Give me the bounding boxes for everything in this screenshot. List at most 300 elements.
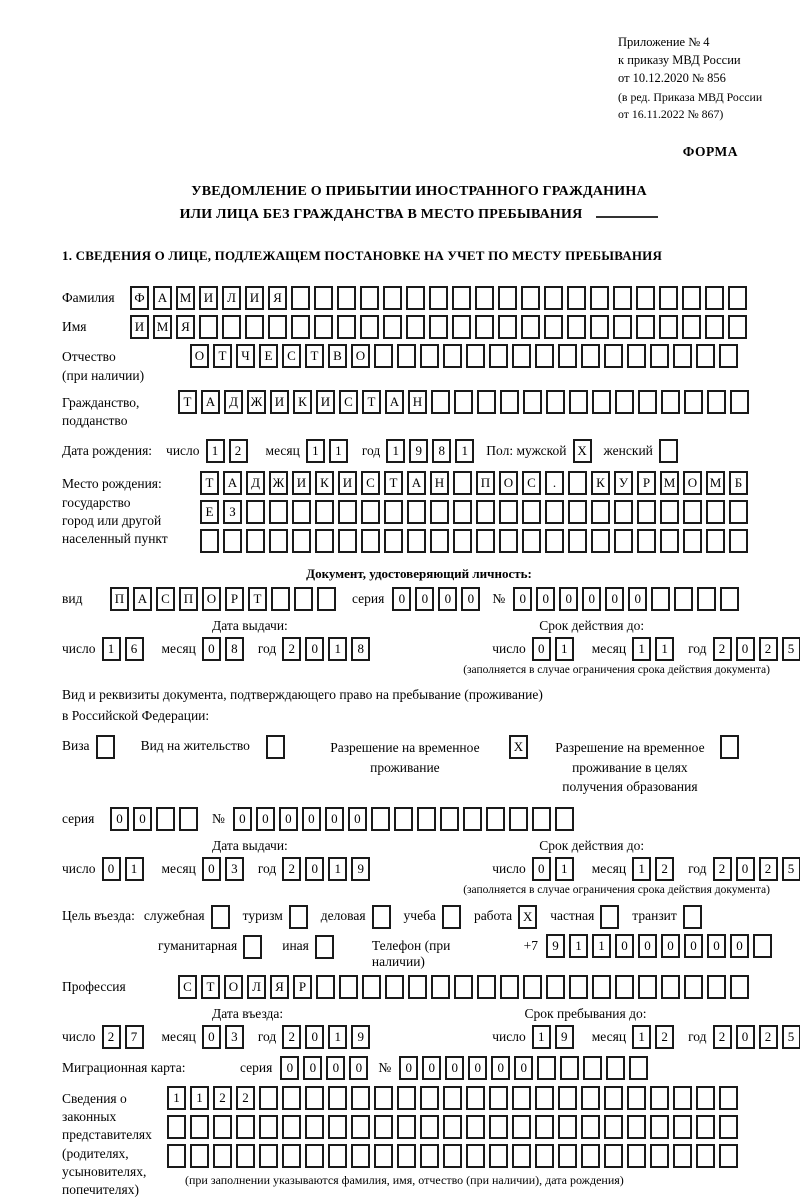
char-cell[interactable]: 3	[225, 857, 244, 881]
char-cell[interactable]	[385, 975, 404, 999]
char-cell[interactable]	[592, 390, 611, 414]
char-cell[interactable]	[545, 500, 564, 524]
char-cell[interactable]	[360, 315, 379, 339]
char-cell[interactable]	[179, 807, 198, 831]
char-cell[interactable]: 0	[415, 587, 434, 611]
char-cell[interactable]	[523, 975, 542, 999]
char-cell[interactable]	[729, 500, 748, 524]
char-cell[interactable]: 0	[202, 857, 221, 881]
char-cell[interactable]: 0	[280, 1056, 299, 1080]
char-cell[interactable]	[638, 390, 657, 414]
char-cell[interactable]	[476, 500, 495, 524]
char-cell[interactable]	[523, 390, 542, 414]
char-cell[interactable]: Т	[178, 390, 197, 414]
char-cell[interactable]: А	[201, 390, 220, 414]
char-cell[interactable]	[246, 529, 265, 553]
char-cell[interactable]	[292, 529, 311, 553]
char-cell[interactable]	[682, 315, 701, 339]
char-cell[interactable]	[406, 286, 425, 310]
char-cell[interactable]: 0	[133, 807, 152, 831]
char-cell[interactable]	[167, 1144, 186, 1168]
char-cell[interactable]	[627, 344, 646, 368]
char-cell[interactable]	[452, 286, 471, 310]
char-cell[interactable]	[407, 500, 426, 524]
char-cell[interactable]: 3	[225, 1025, 244, 1049]
char-cell[interactable]	[374, 1144, 393, 1168]
char-cell[interactable]	[453, 500, 472, 524]
char-cell[interactable]: 5	[782, 857, 800, 881]
char-cell[interactable]: Л	[222, 286, 241, 310]
char-cell[interactable]	[659, 439, 678, 463]
char-cell[interactable]	[282, 1115, 301, 1139]
char-cell[interactable]	[420, 1086, 439, 1110]
char-cell[interactable]	[316, 975, 335, 999]
char-cell[interactable]	[512, 1086, 531, 1110]
char-cell[interactable]	[406, 315, 425, 339]
char-cell[interactable]	[328, 1144, 347, 1168]
char-cell[interactable]: 0	[661, 934, 680, 958]
char-cell[interactable]: 1	[532, 1025, 551, 1049]
char-cell[interactable]	[443, 1086, 462, 1110]
char-cell[interactable]: Я	[176, 315, 195, 339]
char-cell[interactable]	[430, 529, 449, 553]
char-cell[interactable]	[407, 529, 426, 553]
char-cell[interactable]	[660, 529, 679, 553]
char-cell[interactable]	[673, 344, 692, 368]
char-cell[interactable]: Т	[201, 975, 220, 999]
char-cell[interactable]	[156, 807, 175, 831]
char-cell[interactable]	[706, 500, 725, 524]
char-cell[interactable]: И	[199, 286, 218, 310]
char-cell[interactable]: М	[153, 315, 172, 339]
char-cell[interactable]: 2	[236, 1086, 255, 1110]
char-cell[interactable]	[581, 1144, 600, 1168]
char-cell[interactable]	[466, 1086, 485, 1110]
char-cell[interactable]: 1	[569, 934, 588, 958]
char-cell[interactable]	[384, 529, 403, 553]
char-cell[interactable]: 0	[638, 934, 657, 958]
char-cell[interactable]: Т	[200, 471, 219, 495]
char-cell[interactable]	[568, 500, 587, 524]
char-cell[interactable]: 2	[282, 857, 301, 881]
char-cell[interactable]	[246, 500, 265, 524]
char-cell[interactable]	[222, 315, 241, 339]
char-cell[interactable]	[338, 529, 357, 553]
char-cell[interactable]	[682, 286, 701, 310]
char-cell[interactable]: 1	[632, 637, 651, 661]
char-cell[interactable]	[500, 975, 519, 999]
char-cell[interactable]	[569, 975, 588, 999]
char-cell[interactable]	[454, 975, 473, 999]
char-cell[interactable]: 1	[329, 439, 348, 463]
char-cell[interactable]	[590, 286, 609, 310]
char-cell[interactable]: 0	[202, 1025, 221, 1049]
char-cell[interactable]: 2	[713, 637, 732, 661]
char-cell[interactable]	[337, 315, 356, 339]
char-cell[interactable]: 0	[684, 934, 703, 958]
char-cell[interactable]	[314, 286, 333, 310]
char-cell[interactable]	[627, 1086, 646, 1110]
char-cell[interactable]: П	[179, 587, 198, 611]
char-cell[interactable]	[660, 500, 679, 524]
char-cell[interactable]	[705, 315, 724, 339]
char-cell[interactable]: 1	[386, 439, 405, 463]
char-cell[interactable]	[361, 529, 380, 553]
char-cell[interactable]: 0	[536, 587, 555, 611]
char-cell[interactable]	[535, 1086, 554, 1110]
char-cell[interactable]: 0	[615, 934, 634, 958]
char-cell[interactable]	[271, 587, 290, 611]
char-cell[interactable]	[568, 471, 587, 495]
char-cell[interactable]	[317, 587, 336, 611]
char-cell[interactable]: 2	[759, 857, 778, 881]
char-cell[interactable]	[269, 500, 288, 524]
char-cell[interactable]: С	[156, 587, 175, 611]
char-cell[interactable]	[673, 1086, 692, 1110]
char-cell[interactable]: 8	[351, 637, 370, 661]
char-cell[interactable]: А	[407, 471, 426, 495]
char-cell[interactable]: 0	[736, 857, 755, 881]
char-cell[interactable]	[282, 1086, 301, 1110]
char-cell[interactable]	[374, 1115, 393, 1139]
char-cell[interactable]	[360, 286, 379, 310]
char-cell[interactable]	[200, 529, 219, 553]
char-cell[interactable]: Я	[268, 286, 287, 310]
char-cell[interactable]	[486, 807, 505, 831]
char-cell[interactable]	[489, 344, 508, 368]
char-cell[interactable]	[707, 390, 726, 414]
char-cell[interactable]: О	[683, 471, 702, 495]
char-cell[interactable]	[651, 587, 670, 611]
char-cell[interactable]	[532, 807, 551, 831]
char-cell[interactable]	[259, 1144, 278, 1168]
char-cell[interactable]	[581, 1115, 600, 1139]
char-cell[interactable]	[499, 529, 518, 553]
char-cell[interactable]	[475, 315, 494, 339]
char-cell[interactable]	[583, 1056, 602, 1080]
char-cell[interactable]: Р	[293, 975, 312, 999]
char-cell[interactable]: Т	[213, 344, 232, 368]
char-cell[interactable]: И	[245, 286, 264, 310]
char-cell[interactable]	[236, 1115, 255, 1139]
char-cell[interactable]	[537, 1056, 556, 1080]
char-cell[interactable]	[315, 935, 334, 959]
char-cell[interactable]	[397, 1144, 416, 1168]
char-cell[interactable]: А	[133, 587, 152, 611]
char-cell[interactable]: Е	[200, 500, 219, 524]
char-cell[interactable]	[615, 975, 634, 999]
char-cell[interactable]: Д	[246, 471, 265, 495]
char-cell[interactable]	[236, 1144, 255, 1168]
char-cell[interactable]: Р	[225, 587, 244, 611]
char-cell[interactable]: 0	[399, 1056, 418, 1080]
char-cell[interactable]: 1	[328, 1025, 347, 1049]
char-cell[interactable]	[499, 500, 518, 524]
char-cell[interactable]: 2	[282, 1025, 301, 1049]
char-cell[interactable]	[591, 529, 610, 553]
char-cell[interactable]: Л	[247, 975, 266, 999]
char-cell[interactable]: 0	[582, 587, 601, 611]
char-cell[interactable]: 0	[422, 1056, 441, 1080]
char-cell[interactable]	[259, 1086, 278, 1110]
char-cell[interactable]	[291, 286, 310, 310]
char-cell[interactable]	[558, 1144, 577, 1168]
char-cell[interactable]	[650, 1086, 669, 1110]
char-cell[interactable]: 0	[532, 637, 551, 661]
char-cell[interactable]	[522, 529, 541, 553]
char-cell[interactable]	[600, 905, 619, 929]
char-cell[interactable]	[512, 344, 531, 368]
char-cell[interactable]: И	[316, 390, 335, 414]
char-cell[interactable]: 0	[392, 587, 411, 611]
char-cell[interactable]: 0	[736, 1025, 755, 1049]
char-cell[interactable]	[581, 344, 600, 368]
char-cell[interactable]: Б	[729, 471, 748, 495]
char-cell[interactable]	[555, 807, 574, 831]
char-cell[interactable]	[614, 529, 633, 553]
char-cell[interactable]	[696, 1115, 715, 1139]
char-cell[interactable]: А	[385, 390, 404, 414]
char-cell[interactable]	[604, 344, 623, 368]
char-cell[interactable]	[683, 500, 702, 524]
char-cell[interactable]	[590, 315, 609, 339]
char-cell[interactable]	[453, 471, 472, 495]
char-cell[interactable]: X	[518, 905, 537, 929]
char-cell[interactable]: 0	[305, 857, 324, 881]
char-cell[interactable]	[650, 1115, 669, 1139]
char-cell[interactable]	[684, 975, 703, 999]
char-cell[interactable]	[489, 1086, 508, 1110]
char-cell[interactable]	[705, 286, 724, 310]
char-cell[interactable]: 0	[532, 857, 551, 881]
char-cell[interactable]	[338, 500, 357, 524]
char-cell[interactable]: 2	[713, 1025, 732, 1049]
char-cell[interactable]	[613, 286, 632, 310]
char-cell[interactable]	[627, 1144, 646, 1168]
char-cell[interactable]: М	[176, 286, 195, 310]
char-cell[interactable]	[558, 344, 577, 368]
char-cell[interactable]: О	[190, 344, 209, 368]
char-cell[interactable]	[696, 1086, 715, 1110]
char-cell[interactable]	[266, 735, 285, 759]
char-cell[interactable]	[443, 1115, 462, 1139]
char-cell[interactable]	[521, 315, 540, 339]
char-cell[interactable]: 0	[349, 1056, 368, 1080]
char-cell[interactable]	[650, 344, 669, 368]
char-cell[interactable]	[720, 587, 739, 611]
char-cell[interactable]	[268, 315, 287, 339]
char-cell[interactable]	[546, 390, 565, 414]
char-cell[interactable]: З	[223, 500, 242, 524]
char-cell[interactable]: 5	[782, 637, 800, 661]
char-cell[interactable]: 0	[730, 934, 749, 958]
char-cell[interactable]: 0	[256, 807, 275, 831]
char-cell[interactable]: X	[509, 735, 528, 759]
char-cell[interactable]: 1	[555, 857, 574, 881]
char-cell[interactable]	[466, 1144, 485, 1168]
char-cell[interactable]: С	[339, 390, 358, 414]
char-cell[interactable]	[707, 975, 726, 999]
char-cell[interactable]	[720, 735, 739, 759]
char-cell[interactable]	[498, 315, 517, 339]
char-cell[interactable]	[615, 390, 634, 414]
char-cell[interactable]	[567, 286, 586, 310]
char-cell[interactable]	[489, 1144, 508, 1168]
char-cell[interactable]	[729, 529, 748, 553]
char-cell[interactable]	[374, 344, 393, 368]
char-cell[interactable]	[384, 500, 403, 524]
char-cell[interactable]	[466, 1115, 485, 1139]
char-cell[interactable]: 1	[167, 1086, 186, 1110]
char-cell[interactable]: 0	[707, 934, 726, 958]
char-cell[interactable]	[463, 807, 482, 831]
char-cell[interactable]	[614, 500, 633, 524]
char-cell[interactable]: Н	[408, 390, 427, 414]
char-cell[interactable]: О	[499, 471, 518, 495]
char-cell[interactable]	[96, 735, 115, 759]
char-cell[interactable]	[629, 1056, 648, 1080]
char-cell[interactable]	[659, 315, 678, 339]
char-cell[interactable]: 0	[605, 587, 624, 611]
char-cell[interactable]	[453, 529, 472, 553]
char-cell[interactable]	[190, 1144, 209, 1168]
char-cell[interactable]	[500, 390, 519, 414]
char-cell[interactable]: 1	[328, 857, 347, 881]
char-cell[interactable]	[683, 529, 702, 553]
char-cell[interactable]	[719, 344, 738, 368]
char-cell[interactable]	[339, 975, 358, 999]
char-cell[interactable]	[674, 587, 693, 611]
char-cell[interactable]	[420, 1115, 439, 1139]
char-cell[interactable]	[443, 344, 462, 368]
char-cell[interactable]	[730, 975, 749, 999]
char-cell[interactable]: П	[110, 587, 129, 611]
char-cell[interactable]	[544, 286, 563, 310]
char-cell[interactable]: 2	[229, 439, 248, 463]
char-cell[interactable]	[362, 975, 381, 999]
char-cell[interactable]	[429, 315, 448, 339]
char-cell[interactable]: Р	[637, 471, 656, 495]
char-cell[interactable]	[728, 286, 747, 310]
char-cell[interactable]: О	[224, 975, 243, 999]
char-cell[interactable]	[683, 905, 702, 929]
char-cell[interactable]	[696, 1144, 715, 1168]
char-cell[interactable]	[213, 1115, 232, 1139]
char-cell[interactable]	[613, 315, 632, 339]
char-cell[interactable]	[361, 500, 380, 524]
char-cell[interactable]	[636, 315, 655, 339]
char-cell[interactable]: О	[351, 344, 370, 368]
char-cell[interactable]	[351, 1086, 370, 1110]
char-cell[interactable]	[673, 1115, 692, 1139]
char-cell[interactable]	[604, 1144, 623, 1168]
char-cell[interactable]: У	[614, 471, 633, 495]
char-cell[interactable]: 0	[736, 637, 755, 661]
char-cell[interactable]	[477, 390, 496, 414]
char-cell[interactable]	[443, 1144, 462, 1168]
char-cell[interactable]	[315, 529, 334, 553]
char-cell[interactable]: 1	[455, 439, 474, 463]
char-cell[interactable]	[535, 1115, 554, 1139]
char-cell[interactable]	[328, 1086, 347, 1110]
char-cell[interactable]	[305, 1144, 324, 1168]
char-cell[interactable]	[512, 1144, 531, 1168]
char-cell[interactable]	[314, 315, 333, 339]
char-cell[interactable]	[292, 500, 311, 524]
char-cell[interactable]	[650, 1144, 669, 1168]
char-cell[interactable]	[315, 500, 334, 524]
char-cell[interactable]	[420, 1144, 439, 1168]
char-cell[interactable]	[638, 975, 657, 999]
char-cell[interactable]	[351, 1144, 370, 1168]
char-cell[interactable]	[289, 905, 308, 929]
char-cell[interactable]: С	[361, 471, 380, 495]
char-cell[interactable]: С	[522, 471, 541, 495]
char-cell[interactable]: 1	[655, 637, 674, 661]
char-cell[interactable]	[512, 1115, 531, 1139]
char-cell[interactable]	[351, 1115, 370, 1139]
char-cell[interactable]: В	[328, 344, 347, 368]
char-cell[interactable]	[475, 286, 494, 310]
char-cell[interactable]: Я	[270, 975, 289, 999]
char-cell[interactable]	[560, 1056, 579, 1080]
char-cell[interactable]: 2	[759, 1025, 778, 1049]
char-cell[interactable]: 0	[110, 807, 129, 831]
char-cell[interactable]	[440, 807, 459, 831]
char-cell[interactable]	[719, 1144, 738, 1168]
char-cell[interactable]	[637, 500, 656, 524]
char-cell[interactable]	[383, 286, 402, 310]
char-cell[interactable]	[521, 286, 540, 310]
char-cell[interactable]	[291, 315, 310, 339]
char-cell[interactable]	[684, 390, 703, 414]
char-cell[interactable]: 0	[305, 637, 324, 661]
char-cell[interactable]	[397, 1115, 416, 1139]
char-cell[interactable]: 5	[782, 1025, 800, 1049]
char-cell[interactable]	[753, 934, 772, 958]
char-cell[interactable]	[243, 935, 262, 959]
char-cell[interactable]: 0	[305, 1025, 324, 1049]
char-cell[interactable]: К	[293, 390, 312, 414]
char-cell[interactable]	[190, 1115, 209, 1139]
char-cell[interactable]: 1	[306, 439, 325, 463]
char-cell[interactable]: 1	[190, 1086, 209, 1110]
char-cell[interactable]	[167, 1115, 186, 1139]
char-cell[interactable]	[429, 286, 448, 310]
char-cell[interactable]: 2	[713, 857, 732, 881]
char-cell[interactable]	[730, 390, 749, 414]
char-cell[interactable]: 0	[445, 1056, 464, 1080]
char-cell[interactable]	[637, 529, 656, 553]
char-cell[interactable]	[371, 807, 390, 831]
char-cell[interactable]	[269, 529, 288, 553]
char-cell[interactable]: 2	[759, 637, 778, 661]
char-cell[interactable]: 0	[559, 587, 578, 611]
char-cell[interactable]	[558, 1086, 577, 1110]
char-cell[interactable]	[719, 1115, 738, 1139]
char-cell[interactable]	[581, 1086, 600, 1110]
char-cell[interactable]: 8	[432, 439, 451, 463]
char-cell[interactable]: И	[270, 390, 289, 414]
char-cell[interactable]	[546, 975, 565, 999]
char-cell[interactable]	[545, 529, 564, 553]
char-cell[interactable]: 2	[655, 1025, 674, 1049]
char-cell[interactable]: 2	[655, 857, 674, 881]
char-cell[interactable]	[522, 500, 541, 524]
char-cell[interactable]: 7	[125, 1025, 144, 1049]
char-cell[interactable]	[558, 1115, 577, 1139]
char-cell[interactable]: Т	[248, 587, 267, 611]
